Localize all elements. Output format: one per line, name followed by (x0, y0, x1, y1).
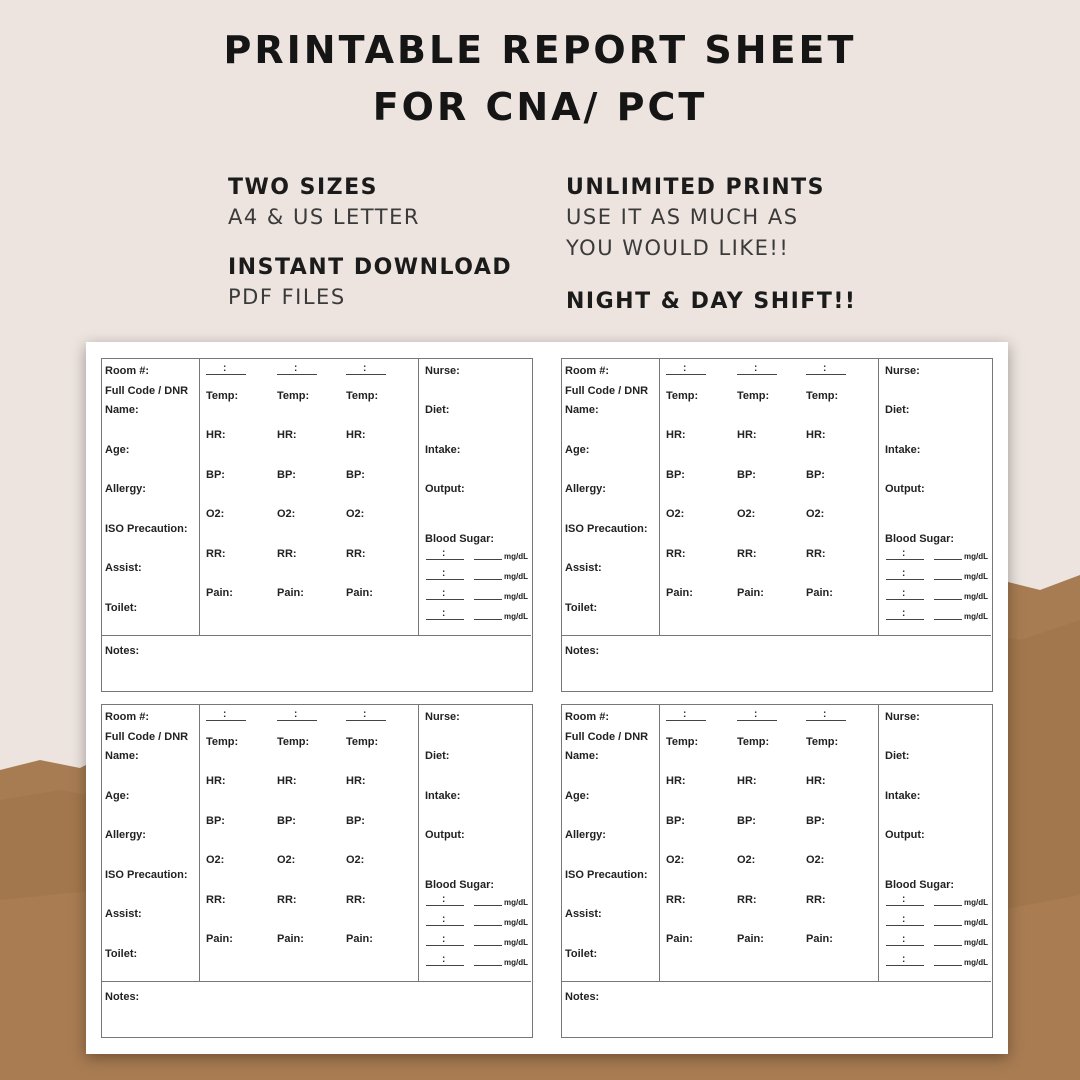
nurse-field-label: Blood Sugar: (425, 879, 495, 891)
blood-sugar-time-blank (426, 945, 464, 946)
patient-field-label: Name: (105, 750, 139, 762)
nurse-info-column (878, 705, 991, 982)
blood-sugar-unit: mg/dL (504, 572, 528, 581)
patient-field-label: Allergy: (105, 829, 146, 841)
vital-field-label: Pain: (206, 933, 233, 945)
patient-field-label: Allergy: (565, 829, 606, 841)
patient-field-label: ISO Precaution: (105, 523, 188, 535)
time-colon: : (363, 363, 367, 374)
vital-field-label: RR: (206, 548, 226, 560)
blood-sugar-value-blank (934, 599, 962, 600)
nurse-field-label: Diet: (425, 750, 450, 762)
nurse-field-label: Output: (425, 483, 465, 495)
vital-field-label: HR: (806, 775, 826, 787)
blood-sugar-unit: mg/dL (504, 898, 528, 907)
vital-field-label: Temp: (666, 390, 699, 402)
blood-sugar-unit: mg/dL (504, 918, 528, 927)
blood-sugar-time-blank (426, 579, 464, 580)
time-colon: : (442, 894, 446, 905)
notes-label: Notes: (565, 645, 600, 657)
time-blank (346, 720, 386, 721)
patient-field-label: Age: (105, 790, 130, 802)
vital-field-label: O2: (206, 508, 225, 520)
time-colon: : (823, 709, 827, 720)
blood-sugar-value-blank (934, 579, 962, 580)
vital-field-label: O2: (346, 854, 365, 866)
blood-sugar-value-blank (474, 559, 502, 560)
vital-field-label: RR: (206, 894, 226, 906)
blood-sugar-value-blank (474, 619, 502, 620)
blood-sugar-unit: mg/dL (504, 938, 528, 947)
vital-field-label: HR: (737, 775, 757, 787)
time-colon: : (902, 568, 906, 579)
time-colon: : (902, 608, 906, 619)
nurse-info-column (418, 705, 531, 982)
patient-info-column (102, 359, 200, 636)
vital-field-label: Temp: (666, 736, 699, 748)
feature-heading: TWO SIZES (228, 175, 378, 200)
notes-label: Notes: (105, 991, 140, 1003)
vital-field-label: BP: (277, 815, 296, 827)
vital-field-label: RR: (806, 894, 826, 906)
vital-field-label: Pain: (737, 933, 764, 945)
nurse-field-label: Intake: (885, 790, 921, 802)
blood-sugar-value-blank (474, 579, 502, 580)
patient-field-label: Allergy: (105, 483, 146, 495)
vital-field-label: Temp: (346, 390, 379, 402)
vital-field-label: HR: (666, 429, 686, 441)
patient-field-label: Toilet: (565, 948, 598, 960)
vital-field-label: RR: (806, 548, 826, 560)
vital-field-label: O2: (206, 854, 225, 866)
feature-shift (566, 288, 856, 316)
time-colon: : (223, 363, 227, 374)
nurse-field-label: Blood Sugar: (885, 879, 955, 891)
feature-two-sizes (228, 174, 420, 233)
time-blank (737, 720, 777, 721)
blood-sugar-unit: mg/dL (504, 552, 528, 561)
vital-field-label: HR: (346, 429, 366, 441)
patient-field-label: Full Code / DNR (105, 731, 189, 743)
card-main-section (102, 359, 531, 636)
blood-sugar-time-blank (426, 905, 464, 906)
time-blank (206, 374, 246, 375)
patient-field-label: Assist: (565, 908, 602, 920)
vital-field-label: HR: (666, 775, 686, 787)
vital-field-label: Pain: (806, 933, 833, 945)
vital-field-label: Pain: (206, 587, 233, 599)
vital-field-label: Pain: (277, 933, 304, 945)
patient-field-label: Assist: (105, 562, 142, 574)
vital-field-label: BP: (806, 469, 825, 481)
time-colon: : (223, 709, 227, 720)
time-blank (737, 374, 777, 375)
time-colon: : (294, 363, 298, 374)
blood-sugar-time-blank (886, 559, 924, 560)
vital-field-label: HR: (806, 429, 826, 441)
time-colon: : (754, 709, 758, 720)
vital-field-label: HR: (277, 429, 297, 441)
vital-field-label: O2: (666, 508, 685, 520)
time-blank (277, 720, 317, 721)
blood-sugar-value-blank (934, 925, 962, 926)
vital-field-label: Temp: (806, 736, 839, 748)
nurse-field-label: Output: (885, 829, 925, 841)
patient-field-label: ISO Precaution: (565, 523, 648, 535)
vital-field-label: BP: (277, 469, 296, 481)
blood-sugar-time-blank (426, 925, 464, 926)
vital-field-label: RR: (277, 894, 297, 906)
vital-field-label: Pain: (346, 587, 373, 599)
title-line-2: FOR CNA/ PCT (372, 85, 708, 129)
blood-sugar-time-blank (886, 579, 924, 580)
blood-sugar-time-blank (426, 619, 464, 620)
patient-field-label: Full Code / DNR (565, 385, 649, 397)
feature-heading: INSTANT DOWNLOAD (228, 255, 513, 280)
vital-field-label: Pain: (737, 587, 764, 599)
feature-instant-download (228, 254, 512, 313)
blood-sugar-value-blank (474, 925, 502, 926)
vital-field-label: HR: (277, 775, 297, 787)
vital-field-label: HR: (206, 429, 226, 441)
time-blank (277, 374, 317, 375)
vital-field-label: RR: (666, 548, 686, 560)
vital-field-label: RR: (737, 894, 757, 906)
patient-field-label: Age: (565, 790, 590, 802)
vital-field-label: BP: (206, 469, 225, 481)
patient-field-label: Room #: (565, 711, 609, 723)
blood-sugar-time-blank (426, 965, 464, 966)
time-blank (806, 374, 846, 375)
time-colon: : (683, 363, 687, 374)
time-blank (346, 374, 386, 375)
vital-field-label: BP: (806, 815, 825, 827)
vital-field-label: Pain: (346, 933, 373, 945)
nurse-field-label: Intake: (425, 790, 461, 802)
blood-sugar-time-blank (886, 619, 924, 620)
time-colon: : (442, 934, 446, 945)
patient-field-label: Name: (105, 404, 139, 416)
nurse-field-label: Blood Sugar: (885, 533, 955, 545)
vital-field-label: BP: (666, 815, 685, 827)
vital-field-label: Temp: (206, 736, 239, 748)
vital-field-label: O2: (806, 508, 825, 520)
vital-field-label: O2: (277, 508, 296, 520)
vital-field-label: O2: (277, 854, 296, 866)
blood-sugar-value-blank (934, 965, 962, 966)
vital-field-label: HR: (206, 775, 226, 787)
blood-sugar-value-blank (474, 965, 502, 966)
time-colon: : (902, 894, 906, 905)
vital-field-label: RR: (737, 548, 757, 560)
nurse-field-label: Diet: (885, 750, 910, 762)
vital-field-label: Temp: (737, 390, 770, 402)
patient-field-label: Assist: (105, 908, 142, 920)
report-card (561, 704, 993, 1038)
blood-sugar-time-blank (886, 965, 924, 966)
nurse-info-column (418, 359, 531, 636)
blood-sugar-value-blank (474, 905, 502, 906)
nurse-field-label: Diet: (425, 404, 450, 416)
card-main-section (562, 359, 991, 636)
blood-sugar-time-blank (426, 559, 464, 560)
vital-field-label: Pain: (666, 587, 693, 599)
feature-subtext: PDF FILES (228, 285, 346, 309)
blood-sugar-value-blank (474, 599, 502, 600)
time-colon: : (902, 548, 906, 559)
report-sheet (86, 342, 1008, 1054)
patient-field-label: Toilet: (105, 602, 138, 614)
time-colon: : (442, 608, 446, 619)
feature-heading: NIGHT & DAY SHIFT!! (566, 289, 857, 314)
patient-field-label: Toilet: (105, 948, 138, 960)
time-blank (806, 720, 846, 721)
vital-field-label: Temp: (206, 390, 239, 402)
patient-field-label: Full Code / DNR (565, 731, 649, 743)
time-blank (206, 720, 246, 721)
patient-field-label: Room #: (565, 365, 609, 377)
vital-field-label: Pain: (806, 587, 833, 599)
vital-field-label: Temp: (346, 736, 379, 748)
vital-field-label: HR: (346, 775, 366, 787)
patient-field-label: Full Code / DNR (105, 385, 189, 397)
time-colon: : (442, 914, 446, 925)
vital-field-label: O2: (806, 854, 825, 866)
time-colon: : (823, 363, 827, 374)
nurse-field-label: Nurse: (885, 365, 920, 377)
patient-field-label: Age: (565, 444, 590, 456)
time-colon: : (442, 548, 446, 559)
vital-field-label: HR: (737, 429, 757, 441)
patient-info-column (102, 705, 200, 982)
blood-sugar-value-blank (934, 619, 962, 620)
vital-field-label: BP: (737, 815, 756, 827)
nurse-field-label: Diet: (885, 404, 910, 416)
blood-sugar-unit: mg/dL (964, 552, 988, 561)
patient-field-label: Assist: (565, 562, 602, 574)
vital-field-label: BP: (206, 815, 225, 827)
report-card (101, 704, 533, 1038)
blood-sugar-unit: mg/dL (964, 572, 988, 581)
time-blank (666, 374, 706, 375)
nurse-field-label: Nurse: (425, 365, 460, 377)
nurse-info-column (878, 359, 991, 636)
report-card (561, 358, 993, 692)
vital-field-label: RR: (277, 548, 297, 560)
time-colon: : (294, 709, 298, 720)
vital-field-label: BP: (346, 815, 365, 827)
patient-field-label: Room #: (105, 365, 149, 377)
time-colon: : (442, 588, 446, 599)
vital-field-label: O2: (666, 854, 685, 866)
vital-field-label: BP: (346, 469, 365, 481)
patient-field-label: Name: (565, 404, 599, 416)
nurse-field-label: Intake: (885, 444, 921, 456)
patient-field-label: Allergy: (565, 483, 606, 495)
nurse-field-label: Output: (885, 483, 925, 495)
blood-sugar-value-blank (934, 945, 962, 946)
patient-field-label: Name: (565, 750, 599, 762)
time-colon: : (442, 568, 446, 579)
feature-subtext-line-2: YOU WOULD LIKE!! (566, 236, 790, 260)
vital-field-label: O2: (737, 508, 756, 520)
nurse-field-label: Intake: (425, 444, 461, 456)
feature-subtext-line-1: USE IT AS MUCH AS (566, 205, 799, 229)
blood-sugar-time-blank (426, 599, 464, 600)
time-colon: : (902, 588, 906, 599)
time-colon: : (902, 914, 906, 925)
blood-sugar-unit: mg/dL (964, 938, 988, 947)
vital-field-label: Pain: (666, 933, 693, 945)
title-line-1: PRINTABLE REPORT SHEET (223, 28, 857, 72)
patient-field-label: ISO Precaution: (565, 869, 648, 881)
patient-info-column (562, 705, 660, 982)
patient-field-label: Toilet: (565, 602, 598, 614)
time-colon: : (754, 363, 758, 374)
notes-label: Notes: (565, 991, 600, 1003)
feature-heading: UNLIMITED PRINTS (566, 175, 826, 200)
patient-info-column (562, 359, 660, 636)
blood-sugar-unit: mg/dL (504, 612, 528, 621)
report-card (101, 358, 533, 692)
vital-field-label: O2: (346, 508, 365, 520)
vital-field-label: Temp: (737, 736, 770, 748)
page-title (0, 22, 1080, 136)
blood-sugar-unit: mg/dL (964, 918, 988, 927)
vital-field-label: BP: (737, 469, 756, 481)
notes-label: Notes: (105, 645, 140, 657)
nurse-field-label: Nurse: (425, 711, 460, 723)
vital-field-label: Pain: (277, 587, 304, 599)
blood-sugar-value-blank (934, 559, 962, 560)
vital-field-label: O2: (737, 854, 756, 866)
time-colon: : (442, 954, 446, 965)
vital-field-label: RR: (346, 894, 366, 906)
blood-sugar-unit: mg/dL (964, 612, 988, 621)
time-colon: : (683, 709, 687, 720)
blood-sugar-unit: mg/dL (504, 958, 528, 967)
vital-field-label: BP: (666, 469, 685, 481)
blood-sugar-value-blank (474, 945, 502, 946)
blood-sugar-unit: mg/dL (964, 592, 988, 601)
feature-subtext: A4 & US LETTER (228, 205, 420, 229)
vital-field-label: RR: (666, 894, 686, 906)
nurse-field-label: Nurse: (885, 711, 920, 723)
time-colon: : (902, 934, 906, 945)
vital-field-label: Temp: (277, 390, 310, 402)
patient-field-label: Room #: (105, 711, 149, 723)
patient-field-label: ISO Precaution: (105, 869, 188, 881)
blood-sugar-time-blank (886, 905, 924, 906)
vital-field-label: RR: (346, 548, 366, 560)
time-colon: : (363, 709, 367, 720)
blood-sugar-unit: mg/dL (504, 592, 528, 601)
nurse-field-label: Output: (425, 829, 465, 841)
blood-sugar-unit: mg/dL (964, 898, 988, 907)
blood-sugar-unit: mg/dL (964, 958, 988, 967)
feature-unlimited-prints (566, 174, 825, 264)
blood-sugar-value-blank (934, 905, 962, 906)
card-main-section (562, 705, 991, 982)
vital-field-label: Temp: (806, 390, 839, 402)
time-colon: : (902, 954, 906, 965)
patient-field-label: Age: (105, 444, 130, 456)
card-main-section (102, 705, 531, 982)
vital-field-label: Temp: (277, 736, 310, 748)
nurse-field-label: Blood Sugar: (425, 533, 495, 545)
blood-sugar-time-blank (886, 925, 924, 926)
time-blank (666, 720, 706, 721)
blood-sugar-time-blank (886, 599, 924, 600)
blood-sugar-time-blank (886, 945, 924, 946)
